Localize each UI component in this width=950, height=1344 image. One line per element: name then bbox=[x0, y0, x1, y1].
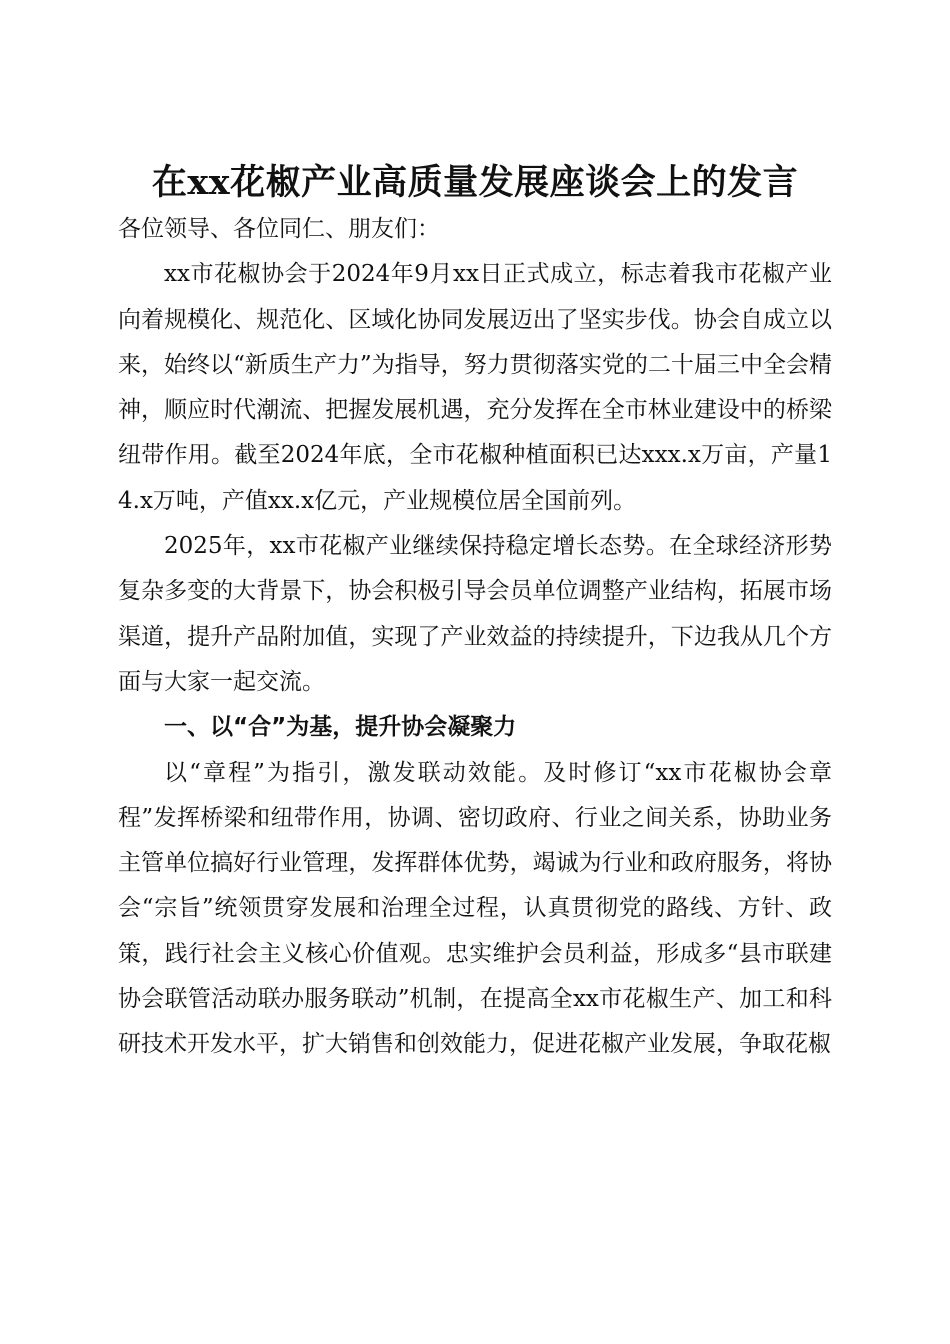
section-heading: 一、以“合”为基，提升协会凝聚力 bbox=[164, 714, 517, 741]
salutation: 各位领导、各位同仁、朋友们： bbox=[118, 216, 440, 242]
document-title: 在xx花椒产业高质量发展座谈会上的发言 bbox=[151, 162, 799, 204]
paragraph-2025: 2025年，xx市花椒产业继续保持稳定增长态势。在全球经济形势复杂多变的大背景下，协会积极引导会员单位调整产业结构，拓展市场渠道，提升产品附加值，实现了产业效益的持续提升，下边我从几个方面与大家一起交流。 bbox=[118, 533, 832, 695]
document-body bbox=[118, 207, 832, 1068]
paragraph-intro: xx市花椒协会于2024年9月xx日正式成立，标志着我市花椒产业向着规模化、规范化、区域化协同发展迈出了坚实步伐。协会自成立以来，始终以“新质生产力”为指导，努力贯彻落实党的二十届三中全会精神，顺应时代潮流、把握发展机遇，充分发挥在全市林业建设中的桥梁纽带作用。截至2024年底，全市花椒种植面积已达xxx.x万亩，产量14.x万吨，产值xx.x亿元，产业规模位居全国前列。 bbox=[118, 261, 832, 514]
section-paragraph: 以“章程”为指引，激发联动效能。及时修订“xx市花椒协会章程”发挥桥梁和纽带作用，协调、密切政府、行业之间关系，协助业务主管单位搞好行业管理，发挥群体优势，竭诚为行业和政府服务，将协会“宗旨”统领贯穿发展和治理全过程，认真贯彻党的路线、方针、政策，践行社会主义核心价值观。忠实维护会员利益，形成多“县市联建协会联管活动联办服务联动”机制，在提高全xx市花椒生产、加工和科研技术开发水平，扩大销售和创效能力，促进花椒产业发展，争取花椒 bbox=[118, 759, 832, 1058]
